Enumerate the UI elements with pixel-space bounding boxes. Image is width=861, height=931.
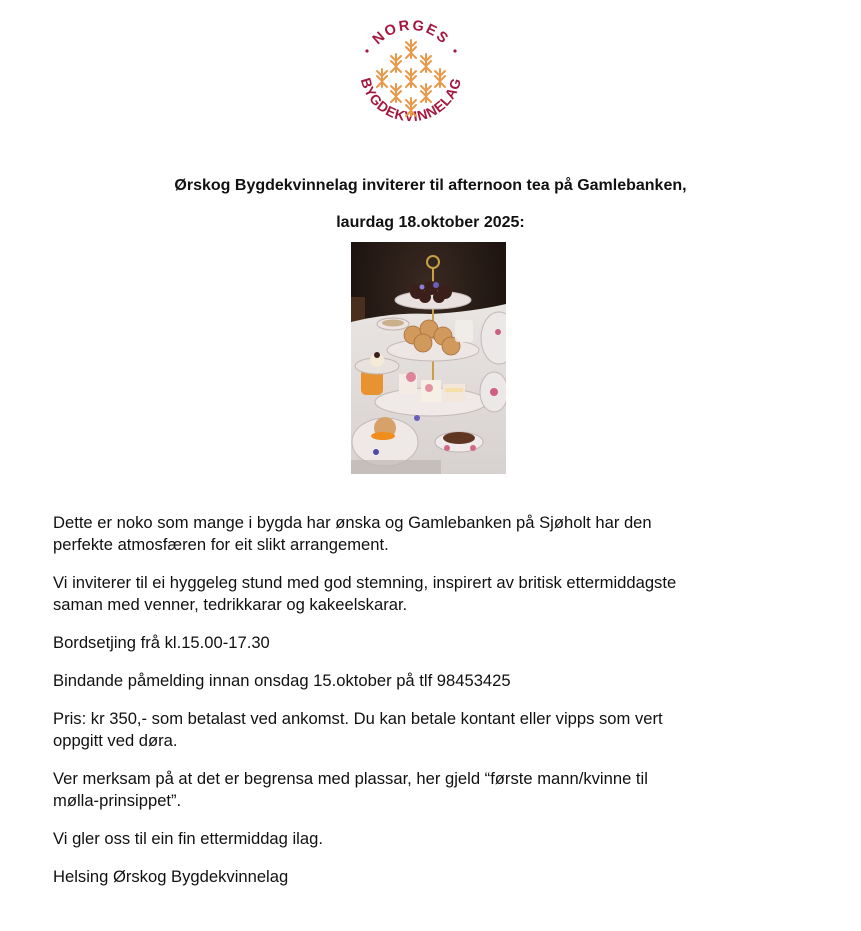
cream-jar	[455, 320, 473, 342]
body-paragraph	[53, 512, 813, 556]
paragraph-line: Ver merksam på at det er begrensa med plassar, her gjeld “første mann/kvinne til	[53, 769, 648, 788]
teacup-rose-pattern	[444, 445, 450, 451]
norges-bygdekvinnelag-logo	[346, 8, 476, 138]
paragraph-line: mølla-prinsippet”.	[53, 791, 182, 810]
paragraph-line: Helsing Ørskog Bygdekvinnelag	[53, 867, 289, 886]
wheat-sheaf-icon	[406, 98, 416, 116]
wheat-sheaf-icon	[377, 69, 387, 87]
body-paragraph	[53, 768, 813, 812]
wheat-sheaf-icon	[391, 84, 401, 102]
teapot-rose	[495, 329, 501, 335]
body-paragraph	[53, 866, 813, 888]
middle-tier-plate	[387, 339, 479, 361]
invitation-body	[53, 512, 813, 904]
paragraph-line: Vi inviterer til ei hyggeleg stund med god stemning, inspirert av britisk ettermiddagste	[53, 573, 677, 592]
afternoon-tea-photo	[351, 242, 506, 474]
wheat-sheaf-icon	[421, 54, 431, 72]
paragraph-line: Dette er noko som mange i bygda har ønska og Gamlebanken på Sjøholt har den	[53, 513, 652, 532]
tea-in-cup-front	[443, 432, 475, 444]
paragraph-line: Vi gler oss til ein fin ettermiddag ilag.	[53, 829, 323, 848]
cake-chocolate-top	[374, 352, 380, 358]
newspaper	[351, 460, 441, 474]
logo-top-text: NORGES	[369, 17, 453, 49]
invitation-heading-line2: laurdag 18.oktober 2025:	[336, 214, 525, 231]
teacup-rose-pattern	[470, 445, 476, 451]
paragraph-line: Pris: kr 350,- som betalast ved ankomst. Du kan betale kontant eller vipps som vert	[53, 709, 663, 728]
body-paragraph	[53, 828, 813, 850]
viola-flower	[420, 285, 425, 290]
body-paragraph	[53, 572, 813, 616]
body-paragraph	[53, 708, 813, 752]
paragraph-line: Bindande påmelding innan onsdag 15.oktober på tlf 98453425	[53, 671, 511, 690]
paragraph-line: saman med venner, tedrikkarar og kakeelskarar.	[53, 595, 408, 614]
paragraph-line: Bordsetjing frå kl.15.00-17.30	[53, 633, 270, 652]
body-paragraph	[53, 670, 813, 692]
milk-jug-rose	[490, 388, 498, 396]
table-viola	[414, 415, 420, 421]
tea-stand-illustration	[351, 242, 506, 474]
plate-viola	[373, 449, 379, 455]
paragraph-line: oppgitt ved døra.	[53, 731, 178, 750]
logo-dot-left	[365, 49, 368, 52]
wheat-sheaf-icon	[421, 84, 431, 102]
paragraph-line: perfekte atmosfæren for eit slikt arrangement.	[53, 535, 389, 554]
logo-dot-right	[453, 49, 456, 52]
invitation-heading-line1: Ørskog Bygdekvinnelag inviterer til afternoon tea på Gamlebanken,	[174, 177, 687, 194]
viola-flower	[433, 282, 439, 288]
tea-in-cup-left	[382, 320, 404, 327]
wheat-sheaf-icon	[406, 69, 416, 87]
wheat-sheaf-icon	[391, 54, 401, 72]
wheat-sheaf-icon	[435, 69, 445, 87]
logo-emblem	[346, 8, 476, 138]
jam-topping	[371, 432, 395, 440]
logo-bottom-text: BYGDEKVINNELAG	[357, 75, 465, 125]
wheat-sheaf-icon	[406, 40, 416, 58]
body-paragraph	[53, 632, 813, 654]
